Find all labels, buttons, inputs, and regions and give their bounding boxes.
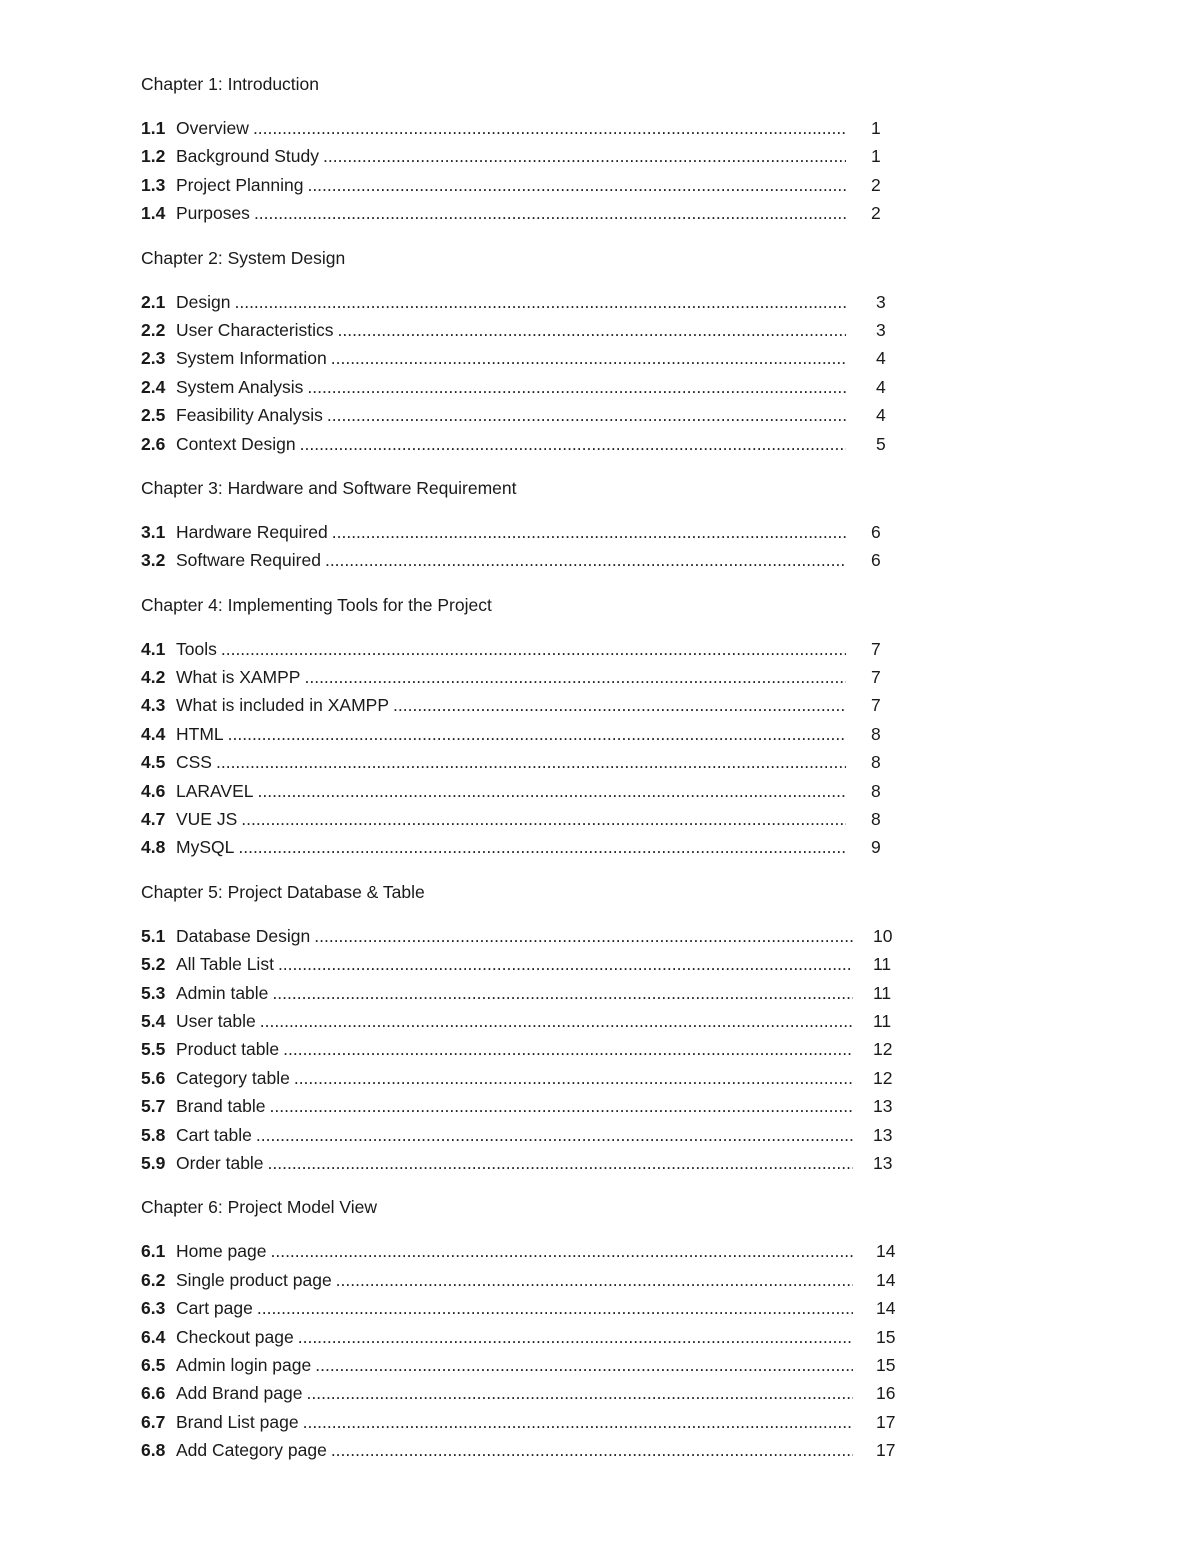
toc-entry [141, 1064, 921, 1092]
dot-leader [256, 1121, 853, 1149]
dot-leader [216, 748, 846, 776]
page-number: 8 [871, 780, 881, 801]
page-number: 15 [876, 1354, 896, 1375]
section-title: Project Planning [176, 174, 304, 195]
section-title: Admin login page [176, 1354, 312, 1375]
dot-leader [260, 1007, 853, 1035]
toc-entry [141, 142, 921, 170]
dot-leader [221, 635, 846, 663]
dot-leader [270, 1237, 853, 1265]
page-number: 4 [876, 405, 886, 426]
toc-entry [141, 720, 921, 748]
toc-chapter [141, 244, 921, 458]
section-number: 6.3 [141, 1298, 166, 1319]
toc-entry [141, 1266, 921, 1294]
section-number: 6.5 [141, 1354, 166, 1375]
section-title: Context Design [176, 433, 296, 454]
page-number: 4 [876, 348, 886, 369]
section-number: 1.3 [141, 174, 166, 195]
toc-entry [141, 950, 921, 978]
section-number: 4.8 [141, 837, 166, 858]
section-number: 4.3 [141, 695, 166, 716]
section-title: VUE JS [176, 809, 238, 830]
section-title: Feasibility Analysis [176, 405, 323, 426]
toc-entry [141, 1121, 921, 1149]
page-number: 12 [873, 1067, 893, 1088]
toc-entry-list [141, 1237, 921, 1464]
toc-entry [141, 373, 921, 401]
section-number: 2.3 [141, 348, 166, 369]
section-number: 6.8 [141, 1440, 166, 1461]
section-title: Cart page [176, 1298, 253, 1319]
toc-entry [141, 1007, 921, 1035]
page-number: 5 [876, 433, 886, 454]
chapter-heading: Chapter 4: Implementing Tools for the Project [141, 594, 492, 615]
section-number: 2.1 [141, 291, 166, 312]
section-title: Product table [176, 1039, 280, 1060]
page-number: 17 [876, 1411, 896, 1432]
page-number: 16 [876, 1383, 896, 1404]
toc-entry [141, 288, 921, 316]
section-title: Brand List page [176, 1411, 299, 1432]
dot-leader [323, 142, 846, 170]
toc-entry [141, 344, 921, 372]
section-title: System Information [176, 348, 327, 369]
page-number: 6 [871, 521, 881, 542]
section-number: 2.5 [141, 405, 166, 426]
chapter-heading: Chapter 1: Introduction [141, 74, 320, 94]
section-number: 2.2 [141, 319, 166, 340]
section-number: 6.6 [141, 1383, 166, 1404]
section-title: Background Study [176, 146, 320, 167]
section-number: 3.2 [141, 550, 166, 571]
dot-leader [254, 199, 846, 227]
section-title: Add Brand page [176, 1383, 303, 1404]
section-number: 5.3 [141, 982, 166, 1003]
section-number: 5.7 [141, 1096, 166, 1117]
section-title: Tools [176, 638, 217, 659]
section-number: 4.7 [141, 809, 166, 830]
toc-entry-list [141, 635, 921, 862]
page-number: 6 [871, 550, 881, 571]
section-title: Purposes [176, 203, 250, 224]
section-number: 5.6 [141, 1067, 166, 1088]
page-number: 15 [876, 1326, 896, 1347]
page-number: 3 [876, 319, 886, 340]
page-number: 1 [871, 118, 881, 138]
page-number: 2 [871, 174, 881, 195]
section-number: 4.5 [141, 752, 166, 773]
page-number: 13 [873, 1124, 893, 1145]
toc-chapter [141, 70, 921, 228]
toc-entry [141, 1379, 921, 1407]
dot-leader [303, 1408, 853, 1436]
toc-entry [141, 1237, 921, 1265]
section-number: 1.1 [141, 118, 166, 138]
toc-entry [141, 805, 921, 833]
section-number: 1.2 [141, 146, 166, 167]
dot-leader [268, 1149, 853, 1177]
page-number: 7 [871, 667, 881, 688]
page-number: 14 [876, 1269, 896, 1290]
dot-leader [298, 1323, 853, 1351]
section-title: What is included in XAMPP [176, 695, 390, 716]
toc-entry-list [141, 922, 921, 1178]
section-number: 5.9 [141, 1152, 166, 1173]
toc-entry-list [141, 288, 921, 458]
toc-entry [141, 777, 921, 805]
toc-entry-list [141, 114, 921, 228]
page-number: 7 [871, 695, 881, 716]
page-number: 7 [871, 638, 881, 659]
page-number: 8 [871, 809, 881, 830]
page-number: 10 [873, 925, 893, 946]
dot-leader [300, 430, 846, 458]
toc-chapter [141, 1193, 921, 1464]
section-number: 2.6 [141, 433, 166, 454]
page-number: 3 [876, 291, 886, 312]
section-number: 6.1 [141, 1241, 166, 1262]
dot-leader [234, 288, 846, 316]
section-title: Add Category page [176, 1440, 327, 1461]
dot-leader [304, 663, 846, 691]
dot-leader [238, 833, 846, 861]
section-title: HTML [176, 723, 224, 744]
page-number: 8 [871, 752, 881, 773]
toc-chapter [141, 878, 921, 1178]
dot-leader [228, 720, 846, 748]
toc-entry [141, 1149, 921, 1177]
toc-chapter [141, 474, 921, 575]
section-number: 4.1 [141, 638, 166, 659]
page-number: 11 [873, 954, 892, 975]
dot-leader [307, 373, 846, 401]
dot-leader [307, 1379, 854, 1407]
toc-entry [141, 635, 921, 663]
dot-leader [257, 1294, 853, 1322]
dot-leader [325, 546, 846, 574]
toc-entry [141, 663, 921, 691]
dot-leader [315, 1351, 853, 1379]
page-number: 13 [873, 1152, 893, 1173]
dot-leader [241, 805, 846, 833]
section-title: Software Required [176, 550, 321, 571]
chapter-heading: Chapter 2: System Design [141, 247, 346, 268]
dot-leader [393, 691, 846, 719]
page-number: 8 [871, 723, 881, 744]
section-number: 3.1 [141, 521, 166, 542]
section-title: Database Design [176, 925, 311, 946]
page-number: 2 [871, 203, 881, 224]
toc-entry [141, 979, 921, 1007]
section-number: 5.1 [141, 925, 166, 946]
section-number: 5.4 [141, 1010, 166, 1031]
page-number: 14 [876, 1241, 896, 1262]
page-number: 17 [876, 1440, 896, 1461]
dot-leader [314, 922, 853, 950]
dot-leader [278, 950, 853, 978]
section-number: 4.2 [141, 667, 166, 688]
toc-entry [141, 1351, 921, 1379]
toc-entry [141, 401, 921, 429]
dot-leader [258, 777, 847, 805]
toc-entry [141, 1436, 921, 1464]
section-number: 4.6 [141, 780, 166, 801]
dot-leader [336, 1266, 853, 1294]
toc-entry [141, 833, 921, 861]
toc-entry [141, 1294, 921, 1322]
section-title: Admin table [176, 982, 269, 1003]
section-title: CSS [176, 752, 212, 773]
section-number: 1.4 [141, 203, 166, 224]
section-title: Category table [176, 1067, 290, 1088]
page-number: 11 [873, 1010, 892, 1031]
dot-leader [331, 1436, 853, 1464]
section-title: LARAVEL [176, 780, 254, 801]
toc-entry [141, 114, 921, 142]
chapter-heading: Chapter 3: Hardware and Software Requirement [141, 477, 517, 498]
section-title: All Table List [176, 954, 274, 975]
dot-leader [270, 1092, 853, 1120]
page-number: 14 [876, 1298, 896, 1319]
page-number: 12 [873, 1039, 893, 1060]
section-number: 6.2 [141, 1269, 166, 1290]
section-title: System Analysis [176, 376, 304, 397]
section-number: 5.5 [141, 1039, 166, 1060]
dot-leader [327, 401, 846, 429]
chapter-heading: Chapter 5: Project Database & Table [141, 881, 425, 902]
section-number: 6.4 [141, 1326, 166, 1347]
toc-entry-list [141, 518, 921, 575]
toc-entry [141, 922, 921, 950]
toc-entry [141, 430, 921, 458]
section-title: What is XAMPP [176, 667, 301, 688]
toc-entry [141, 1092, 921, 1120]
section-title: Cart table [176, 1124, 252, 1145]
toc-entry [141, 1323, 921, 1351]
section-title: Brand table [176, 1096, 266, 1117]
section-number: 5.8 [141, 1124, 166, 1145]
dot-leader [283, 1035, 853, 1063]
dot-leader [253, 114, 846, 142]
section-number: 2.4 [141, 376, 166, 397]
section-title: Single product page [176, 1269, 332, 1290]
toc-entry [141, 1035, 921, 1063]
section-title: Order table [176, 1152, 264, 1173]
dot-leader [332, 518, 846, 546]
section-title: Design [176, 291, 231, 312]
dot-leader [272, 979, 853, 1007]
chapter-heading: Chapter 6: Project Model View [141, 1197, 378, 1218]
section-title: MySQL [176, 837, 235, 858]
toc-entry [141, 546, 921, 574]
section-title: Checkout page [176, 1326, 294, 1347]
section-number: 4.4 [141, 723, 166, 744]
dot-leader [338, 316, 846, 344]
section-title: Hardware Required [176, 521, 328, 542]
table-of-contents [141, 70, 921, 1464]
toc-entry [141, 691, 921, 719]
toc-entry [141, 199, 921, 227]
dot-leader [307, 171, 846, 199]
page-number: 4 [876, 376, 886, 397]
toc-entry [141, 748, 921, 776]
section-title: Home page [176, 1241, 267, 1262]
toc-chapter [141, 591, 921, 862]
page-number: 13 [873, 1096, 893, 1117]
dot-leader [331, 344, 846, 372]
page-number: 9 [871, 837, 881, 858]
section-number: 5.2 [141, 954, 166, 975]
dot-leader [294, 1064, 853, 1092]
section-title: User table [176, 1010, 256, 1031]
toc-entry [141, 1408, 921, 1436]
toc-entry [141, 518, 921, 546]
page-number: 11 [873, 982, 892, 1003]
section-title: Overview [176, 118, 249, 138]
section-number: 6.7 [141, 1411, 166, 1432]
toc-entry [141, 171, 921, 199]
page-number: 1 [871, 146, 881, 167]
section-title: User Characteristics [176, 319, 334, 340]
toc-entry [141, 316, 921, 344]
